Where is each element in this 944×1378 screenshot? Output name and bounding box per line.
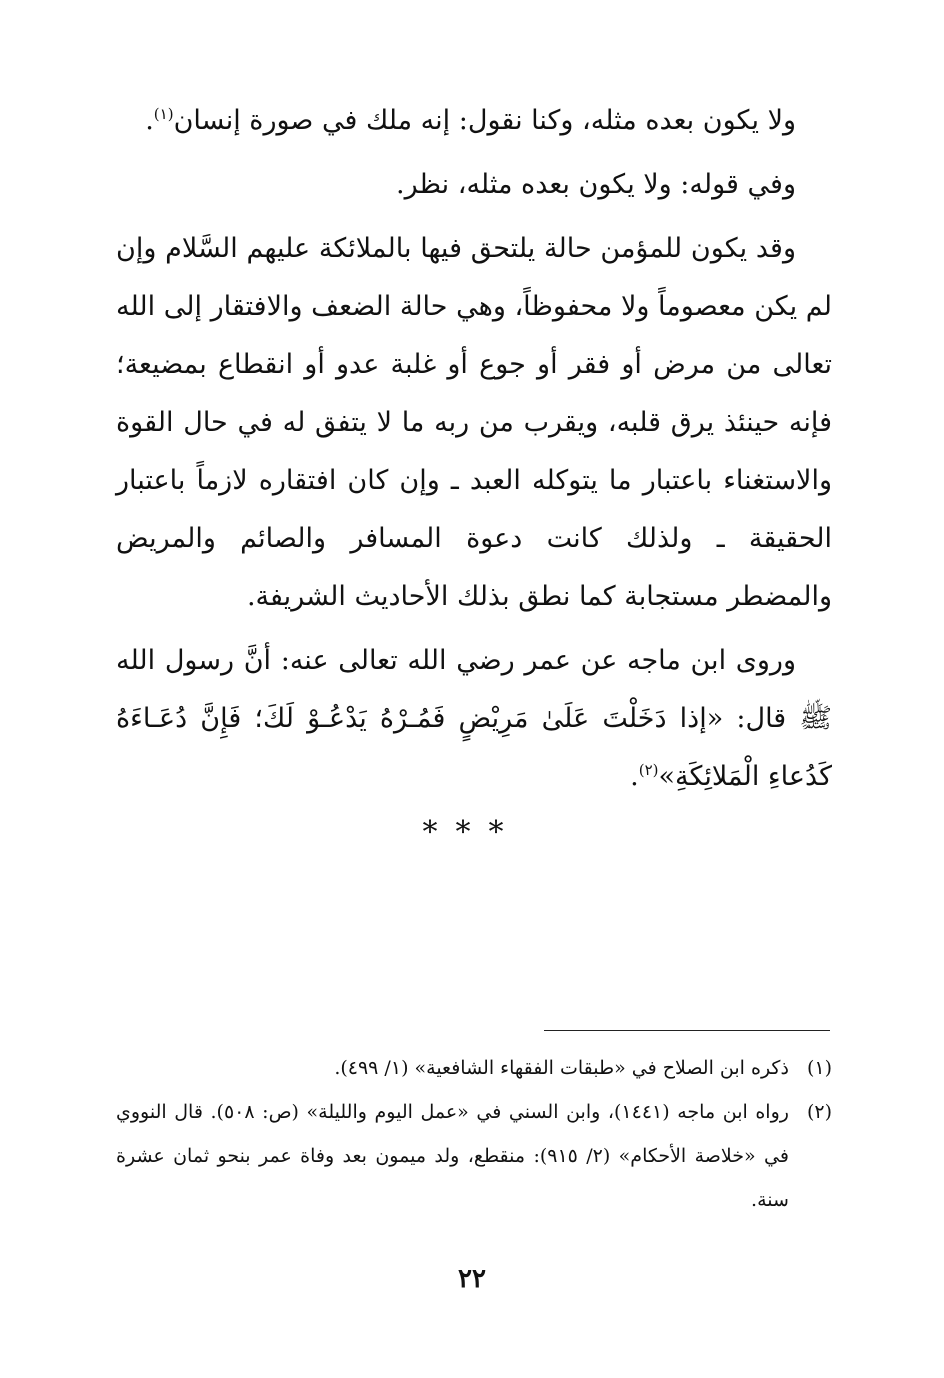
paragraph-4-text: وروى ابن ماجه عن عمر رضي الله تعالى عنه: أنَّ رسول الله ﷺ قال: «إذا دَخَلْتَ عَلَىٰ مَرِيْضٍ فَمُـرْهُ يَدْعُـوْ لَكَ؛ فَإِنَّ دُعَـاءَهُ كَدُعاءِ الْمَلائِكَةِ» [116, 645, 832, 792]
footnote-1-text: ذكره ابن الصلاح في «طبقات الفقهاء الشافعية» (١/ ٤٩٩). [334, 1057, 789, 1079]
footnote-ref-2: (٢) [638, 761, 659, 779]
section-separator: *** [422, 815, 522, 850]
footnote-1-number: (١) [806, 1057, 832, 1079]
footnote-2-text: رواه ابن ماجه (١٤٤١)، وابن السني في «عمل اليوم والليلة» (ص: ٥٠٨). قال النووي في «خلاصة الأحكام» (٢/ ٩١٥): منقطع، ولد ميمون بعد وفاة عمر بنحو ثمان عشرة سنة. [116, 1101, 789, 1211]
paragraph-4 [116, 632, 832, 806]
main-text [116, 92, 832, 806]
paragraph-3: وقد يكون للمؤمن حالة يلتحق فيها بالملائكة عليهم السَّلام وإن لم يكن معصوماً ولا محفوظاً، وهي حالة الضعف والافتقار إلى الله تعالى من مرض أو فقر أو جوع أو غلبة عدو أو انقطاع بمضيعة؛ فإنه حينئذ يرق قلبه، ويقرب من ربه ما لا يتفق له في حال القوة والاستغناء باعتبار ما يتوكله العبد ـ وإن كان افتقاره لازماً باعتبار الحقيقة ـ ولذلك كانت دعوة المسافر والصائم والمريض والمضطر مستجابة كما نطق بذلك الأحاديث الشريفة. [116, 233, 833, 612]
paragraph-1 [116, 92, 832, 150]
page-number: ٢٢ [458, 1264, 486, 1294]
footnote-1 [116, 1046, 832, 1090]
footnote-divider [544, 1030, 830, 1031]
paragraph-4-end: . [630, 761, 639, 792]
footnote-2 [116, 1090, 832, 1222]
footnote-ref-1: (١) [153, 105, 174, 123]
paragraph-2: وفي قوله: ولا يكون بعده مثله، نظر. [396, 169, 796, 200]
paragraph-1-text: ولا يكون بعده مثله، وكنا نقول: إنه ملك في صورة إنسان [173, 105, 796, 136]
footnotes [116, 1046, 832, 1222]
paragraph-1-end: . [145, 105, 154, 136]
footnote-2-number: (٢) [806, 1101, 832, 1123]
